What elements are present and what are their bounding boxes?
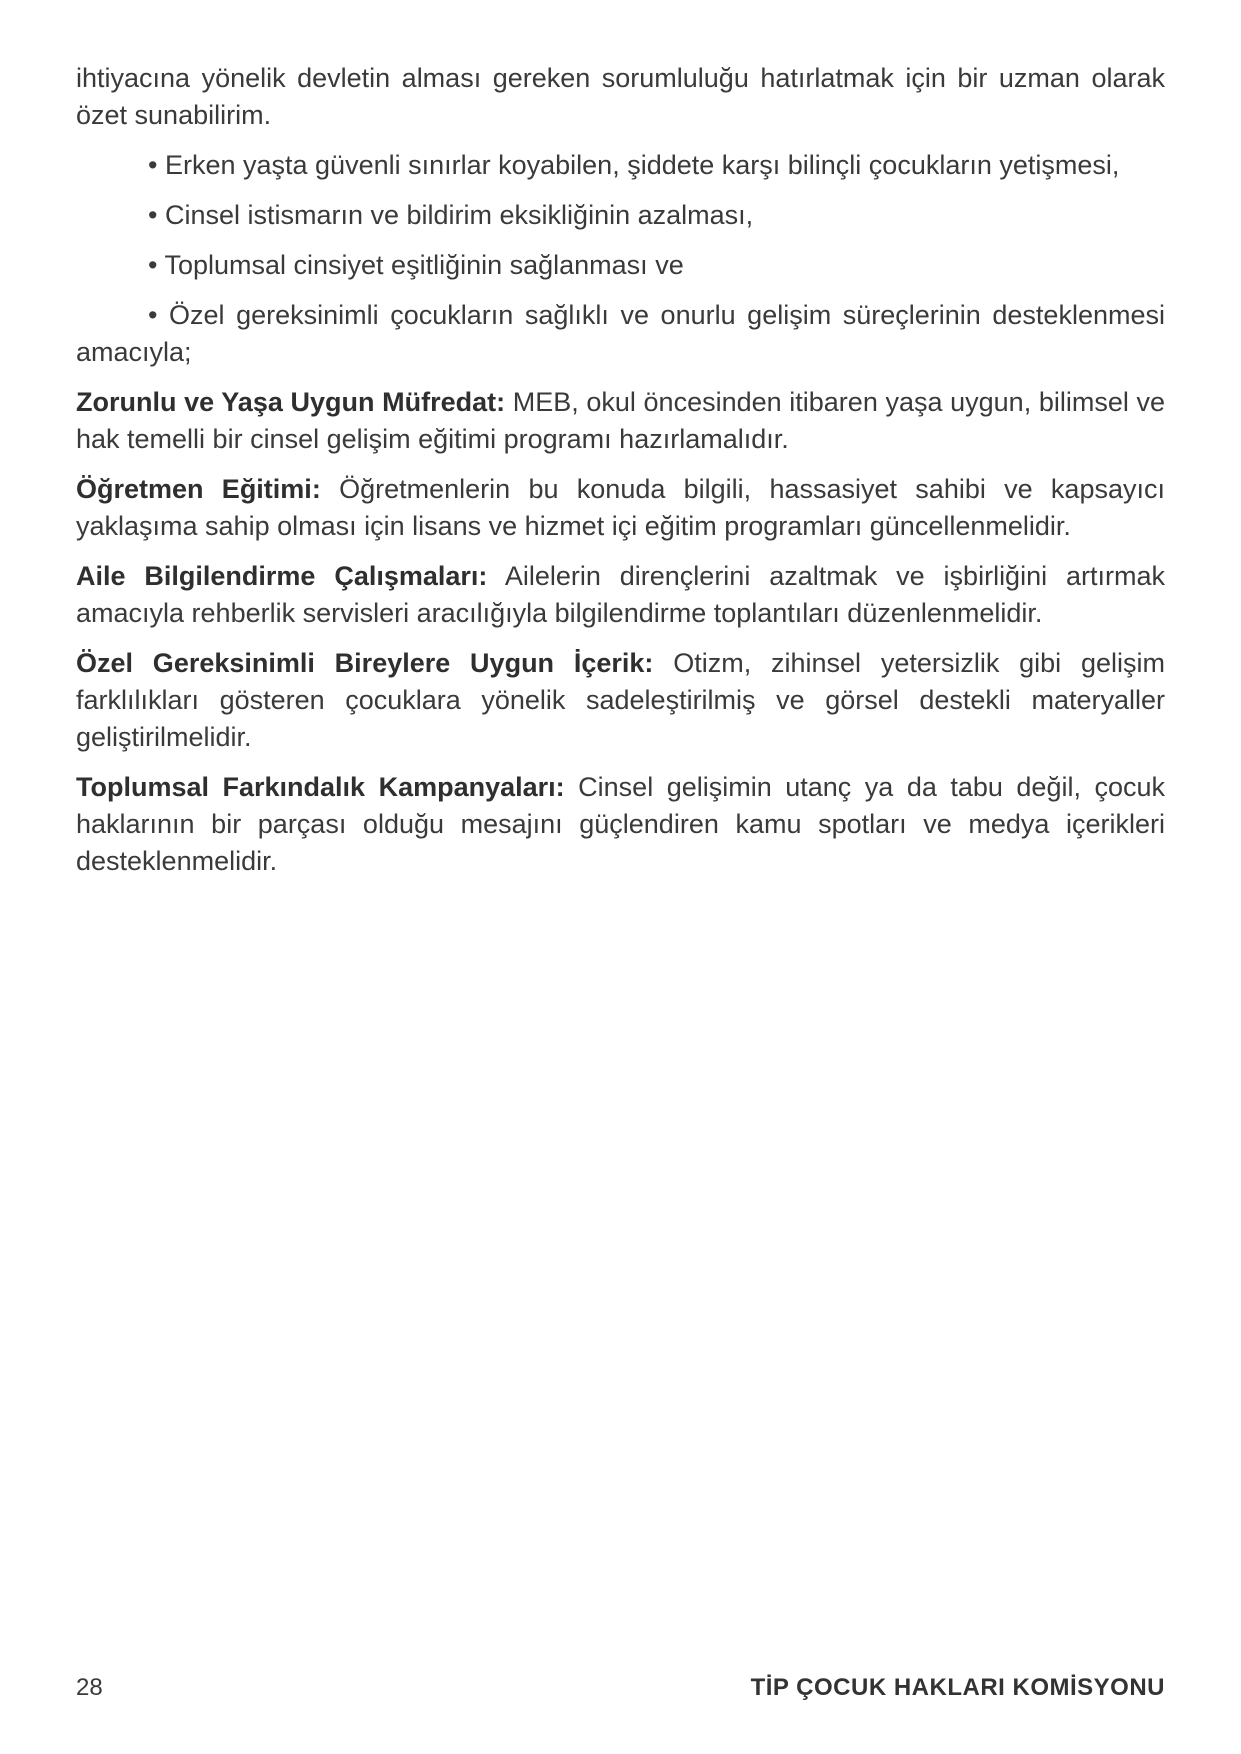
footer-page-number: 28 — [76, 1674, 103, 1701]
paragraph — [76, 558, 1165, 632]
paragraph-text: Otizm, zihinsel yetersizlik gibi gelişim farklılıkları gösteren çocuklara yönelik sadeleştirilmiş ve görsel destekli materyaller geliştirilmelidir. — [76, 648, 1165, 752]
paragraph-lead: Aile Bilgilendirme Çalışmaları: — [76, 561, 488, 591]
bullet-item — [76, 197, 1165, 234]
bullet-text: Cinsel istismarın ve bildirim eksikliğinin azalması, — [164, 200, 754, 230]
bullet-glyph: • — [148, 300, 158, 330]
paragraph — [76, 471, 1165, 545]
paragraph-text: MEB, okul öncesinden itibaren yaşa uygun, bilimsel ve hak temelli bir cinsel gelişim eğitimi programı hazırlamalıdır. — [76, 387, 1165, 454]
paragraph-lead: Öğretmen Eğitimi: — [76, 474, 321, 504]
paragraph — [76, 769, 1165, 880]
bullet-glyph: • — [148, 250, 158, 280]
footer-title: TİP ÇOCUK HAKLARI KOMİSYONU — [750, 1674, 1165, 1701]
paragraph-lead: Özel Gereksinimli Bireylere Uygun İçerik: — [76, 648, 654, 678]
bullet-text: Toplumsal cinsiyet eşitliğinin sağlanması ve — [164, 250, 684, 280]
bullet-item — [76, 147, 1165, 184]
intro-paragraph: ihtiyacına yönelik devletin alması gereken sorumluluğu hatırlatmak için bir uzman olarak özet sunabilirim. — [76, 63, 1165, 130]
bullet-text: Erken yaşta güvenli sınırlar koyabilen, şiddete karşı bilinçli çocukların yetişmesi, — [164, 150, 1120, 180]
paragraph — [76, 384, 1165, 458]
paragraph-text: Öğretmenlerin bu konuda bilgili, hassasiyet sahibi ve kapsayıcı yaklaşıma sahip olması için lisans ve hizmet içi eğitim programları güncellenmelidir. — [76, 474, 1165, 541]
bullet-item — [76, 297, 1165, 371]
bullet-glyph: • — [148, 200, 158, 230]
paragraph — [76, 645, 1165, 756]
page-footer — [76, 1674, 1165, 1702]
paragraph-lead: Zorunlu ve Yaşa Uygun Müfredat: — [76, 387, 506, 417]
bullet-text: Özel gereksinimli çocukların sağlıklı ve onurlu gelişim süreçlerinin desteklenmesi amacıyla; — [76, 300, 1165, 367]
paragraph-text: Ailelerin dirençlerini azaltmak ve işbirliğini artırmak amacıyla rehberlik servisleri aracılığıyla bilgilendirme toplantıları düzenlenmelidir. — [76, 561, 1165, 628]
paragraph-lead: Toplumsal Farkındalık Kampanyaları: — [76, 772, 565, 802]
bullet-glyph: • — [148, 150, 158, 180]
paragraph-text: Cinsel gelişimin utanç ya da tabu değil, çocuk haklarının bir parçası olduğu mesajını güçlendiren kamu spotları ve medya içerikleri desteklenmelidir. — [76, 772, 1165, 876]
bullet-item — [76, 247, 1165, 284]
